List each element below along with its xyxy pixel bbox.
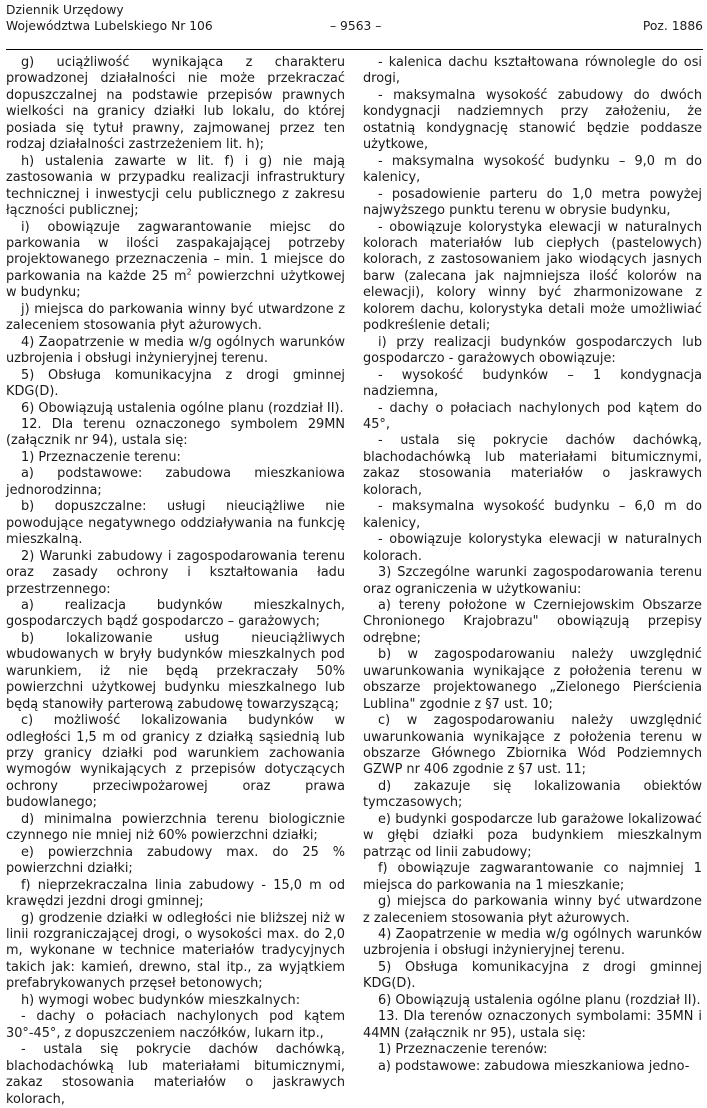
journal-subtitle: Województwa Lubelskiego Nr 106 [6,19,213,33]
page-number: – 9563 – [330,19,382,33]
paragraph: g) uciążliwość wynikająca z charakteru prowadzonej działalności nie może przekraczać dopuszczalnej na podstawie przepisów prawnych wielkości na granicy działki lub lokalu, do której posiada się tytuł prawny, zajmowanej przez ten rodzaj działalności zastrzeżeniem lit. h); [6,55,345,153]
header-rule [6,49,703,50]
paragraph: g) miejsca do parkowania winny być utwardzone z zaleceniem stosowania płyt ażurowych. [363,894,702,926]
paragraph: - dachy o połaciach nachylonych pod kątem 30°-45°, z dopuszczeniem naczółków, lukarn itp., [6,1009,345,1041]
paragraph: c) w zagospodarowaniu należy uwzględnić uwarunkowania wynikające z położenia terenu w obszarze Głównego Zbiornika Wód Podziemnych GZWP nr 406 zgodnie z §7 ust. 11; [363,713,702,778]
paragraph: 5) Obsługa komunikacyjna z drogi gminnej KDG(D). [363,959,702,992]
paragraph: i) przy realizacji budynków gospodarczych lub gospodarczo - garażowych obowiązuje: [363,334,702,367]
paragraph: 1) Przeznaczenie terenów: [378,1042,548,1058]
paragraph: a) realizacja budynków mieszkalnych, gospodarczych bądź gospodarczo – garażowych; [6,597,345,630]
paragraph: b) lokalizowanie usług nieuciążliwych wbudowanych w bryły budynków mieszkalnych pod warunkiem, iż nie będą przekraczały 50% powierzchni użytkowej budynku mieszkalnego lub będą stanowiły parterową zabudowę towarzyszącą; [6,630,345,712]
paragraph: - maksymalna wysokość budynku – 9,0 m do kalenicy, [363,153,702,186]
right-column [363,55,702,1075]
superscript-2: 2 [186,267,192,277]
paragraph: b) w zagospodarowaniu należy uwzględnić uwarunkowania wynikające z położenia terenu w obszarze projektowanego „Zielonego Pierścienia Lublina" zgodnie z §7 ust. 10; [363,647,702,712]
paragraph: h) ustalenia zawarte w lit. f) i g) nie mają zastosowania w przypadku realizacji infrastruktury technicznej i inwestycji celu publicznego z zakresu łączności publicznej; [6,153,345,219]
paragraph: 6) Obowiązują ustalenia ogólne planu (rozdział II). [378,992,701,1008]
paragraph: b) dopuszczalne: usługi nieuciążliwe nie powodujące negatywnego oddziaływania na funkcję mieszkalną. [6,499,345,548]
paragraph: 2) Warunki zabudowy i zagospodarowania terenu oraz zasady ochrony i kształtowania ładu przestrzennego: [6,548,345,597]
paragraph: j) miejsca do parkowania winny być utwardzone z zaleceniem stosowania płyt ażurowych. [6,301,345,334]
paragraph: 3) Szczególne warunki zagospodarowania terenu oraz ograniczenia w użytkowaniu: [363,565,702,597]
paragraph: i) obowiązuje zagwarantowanie miejsc do parkowania w ilości zaspakajającej potrzeby projektowanego przeznaczenia – min. 1 miejsce do parkowania na każde 25 $m^2$ powierzchni użytkowej w budynku; [6,219,345,301]
left-column [6,55,345,1108]
paragraph: d) zakazuje się lokalizowania obiektów tymczasowych; [363,778,702,811]
paragraph: 13. Dla terenów oznaczonych symbolami: 35MN i 44MN (załącznik nr 95), ustala się: [363,1009,702,1041]
journal-title: Dziennik Urzędowy [6,3,124,17]
paragraph: - maksymalna wysokość zabudowy do dwóch kondygnacji nadziemnych przy założeniu, że ostatnią kondygnację stanowić będzie poddasze użytkowe, [363,87,702,153]
paragraph: f) obowiązuje zagwarantowanie co najmniej 1 miejsca do parkowania na 1 mieszkanie; [363,861,702,893]
paragraph: 12. Dla terenu oznaczonego symbolem 29MN (załącznik nr 94), ustala się: [6,416,345,449]
paragraph: d) minimalna powierzchnia terenu biologicznie czynnego nie mniej niż 60% powierzchni działki; [6,811,345,844]
paragraph: a) podstawowe: zabudowa mieszkaniowa jednorodzinna; [6,466,345,498]
paragraph: e) budynki gospodarcze lub garażowe lokalizować w głębi działki poza budynkiem mieszkalnym patrząc od linii zabudowy; [363,811,702,860]
paragraph: - ustala się pokrycie dachów dachówką, blachodachówką lub materiałami bitumicznymi, zakaz stosowania materiałów o jaskrawych kolorach, [363,433,702,498]
paragraph: 6) Obowiązują ustalenia ogólne planu (rozdział II). [21,400,344,416]
position-number: Poz. 1886 [642,19,703,33]
paragraph: a) podstawowe: zabudowa mieszkaniowa jedno- [378,1058,690,1074]
paragraph: g) grodzenie działki w odległości nie bliższej niż w linii rozgraniczającej drogi, o wysokości max. do 2,0 m, wykonane w technice materiałów tradycyjnych takich jak: kamień, drewno, stal itp., za wyjątkiem prefabrykowanych przęseł betonowych; [6,910,345,992]
paragraph: - obowiązuje kolorystyka elewacji w naturalnych kolorach. [363,532,702,564]
paragraph: a) tereny położone w Czerniejowskim Obszarze Chronionego Krajobrazu" obowiązują przepisy odrębne; [363,597,702,646]
paragraph: 1) Przeznaczenie terenu: [21,449,181,465]
paragraph: - maksymalna wysokość budynku – 6,0 m do kalenicy, [363,499,702,531]
paragraph: - ustala się pokrycie dachów dachówką, blachodachówką lub materiałami bitumicznymi, zakaz stosowania materiałów o jaskrawych kolorach, [6,1042,345,1107]
paragraph: f) nieprzekraczalna linia zabudowy - 15,0 m od krawędzi jezdni drogi gminnej; [6,877,345,910]
paragraph: - kalenica dachu kształtowana równolegle do osi drogi, [363,55,702,87]
paragraph: c) możliwość lokalizowania budynków w odległości 1,5 m od granicy z działką sąsiednią lub przy granicy działki pod warunkiem zachowania wymogów wynikających z przepisów dotyczących ochrony przeciwpożarowej oraz prawa budowlanego; [6,713,345,811]
paragraph: - posadowienie parteru do 1,0 metra powyżej najwyższego punktu terenu w obrysie budynku, [363,186,702,219]
page-header [6,0,703,50]
paragraph: - wysokość budynków – 1 kondygnacja nadziemna, [363,367,702,400]
paragraph: e) powierzchnia zabudowy max. do 25 % powierzchni działki; [6,844,345,877]
paragraph: 4) Zaopatrzenie w media w/g ogólnych warunków uzbrojenia i obsługi inżynieryjnej terenu. [6,334,345,367]
paragraph: h) wymogi wobec budynków mieszkalnych: [21,992,301,1008]
paragraph: 4) Zaopatrzenie w media w/g ogólnych warunków uzbrojenia i obsługi inżynieryjnej terenu. [363,927,702,959]
paragraph: - obowiązuje kolorystyka elewacji w naturalnych kolorach materiałów lub ciepłych (pastelowych) kolorach, z zastosowaniem jako wiodących jasnych barw (zalecana jak najmniejsza ilość kolorów na elewacji), kolory winny być zharmonizowane z kolorem dachu, kolorystyka detali może umożliwiać podkreślenie detali; [363,219,702,334]
paragraph: - dachy o połaciach nachylonych pod kątem do 45°, [363,400,702,432]
paragraph: 5) Obsługa komunikacyjna z drogi gminnej KDG(D). [6,367,345,400]
